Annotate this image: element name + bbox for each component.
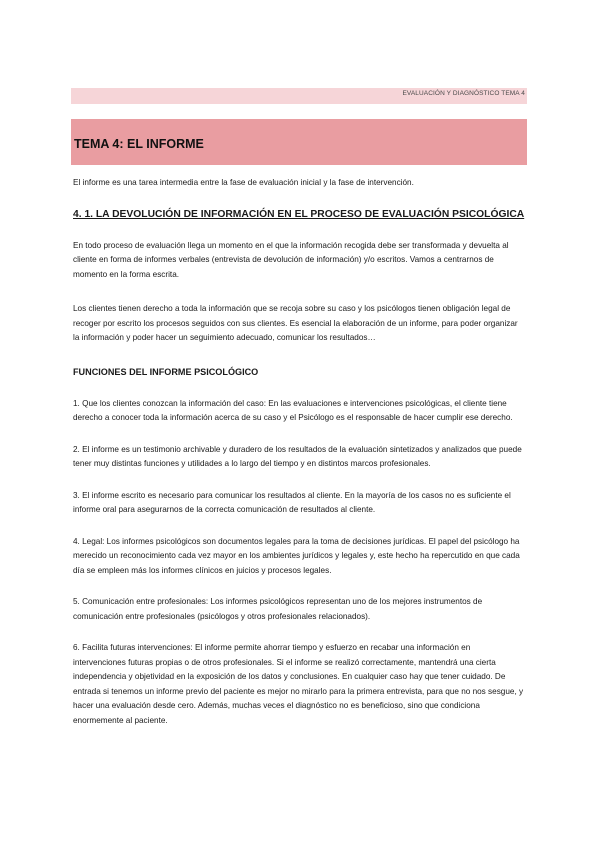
title-band (71, 119, 527, 165)
body-paragraph: Los clientes tienen derecho a toda la información que se recoja sobre su caso y los psicólogos tienen obligación legal de recoger por escrito los procesos seguidos con sus clientes. Es esencial la elaboración de un informe, para poder organizar la información y poder hacer un seguimiento adecuado, comunicar los resultados… (73, 304, 518, 342)
page-title: TEMA 4: EL INFORME (74, 137, 204, 151)
function-item: 5. Comunicación entre profesionales: Los informes psicológicos representan uno de los mejores instrumentos de comunicación entre profesionales (psicólogos y otros profesionales relacionados). (73, 597, 483, 621)
function-item: 2. El informe es un testimonio archivable y duradero de los resultados de la evaluación sintetizados y analizados que puede tener muy distintas funciones y utilidades a lo largo del tiempo y en distintos marcos profesionales. (73, 444, 522, 468)
running-header-band (71, 88, 527, 104)
section-heading: 4. 1. LA DEVOLUCIÓN DE INFORMACIÓN EN EL PROCESO DE EVALUACIÓN PSICOLÓGICA (73, 208, 525, 220)
function-item: 6. Facilita futuras intervenciones: El informe permite ahorrar tiempo y esfuerzo en recabar una información en intervenciones futuras propias o de otros profesionales. Si el informe se realizó correctamente, mantendrá una cierta independencia y objetividad en la exposición de los datos y conclusiones. En cualquier caso hay que tener cuidado. De entrada si tenemos un informe previo del paciente es mejor no mirarlo para la primera entrevista, para que no nos sesgue, y hacer una evaluación desde cero. Además, muchas veces el diagnóstico no es beneficioso, sino que condiciona enormemente al paciente. (73, 643, 524, 725)
intro-paragraph: El informe es una tarea intermedia entre la fase de evaluación inicial y la fase de intervención. (73, 178, 414, 187)
running-header-text: EVALUACIÓN Y DIAGNÓSTICO TEMA 4 (402, 90, 525, 97)
document-body (73, 176, 525, 745)
function-item: 1. Que los clientes conozcan la información del caso: En las evaluaciones e intervenciones psicológicas, el cliente tiene derecho a conocer toda la información acerca de su caso y el Psicólogo es el responsable de hacer cumplir ese derecho. (73, 398, 513, 422)
function-item: 4. Legal: Los informes psicológicos son documentos legales para la toma de decisiones jurídicas. El papel del psicólogo ha merecido un reconocimiento cada vez mayor en los ambientes jurídicos y legales y, este hecho ha repercutido en que cada día se empleen más los informes clínicos en juicios y procesos legales. (73, 536, 520, 575)
body-paragraph: En todo proceso de evaluación llega un momento en el que la información recogida debe ser transformada y devuelta al cliente en forma de informes verbales (entrevista de devolución de información) y/o escritos. Vamos a centrarnos de momento en la forma escrita. (73, 240, 509, 279)
functions-heading: FUNCIONES DEL INFORME PSICOLÓGICO (73, 366, 259, 377)
function-item: 3. El informe escrito es necesario para comunicar los resultados al cliente. En la mayoría de los casos no es suficiente el informe oral para asegurarnos de la correcta comunicación de resultados al cliente. (73, 490, 511, 514)
